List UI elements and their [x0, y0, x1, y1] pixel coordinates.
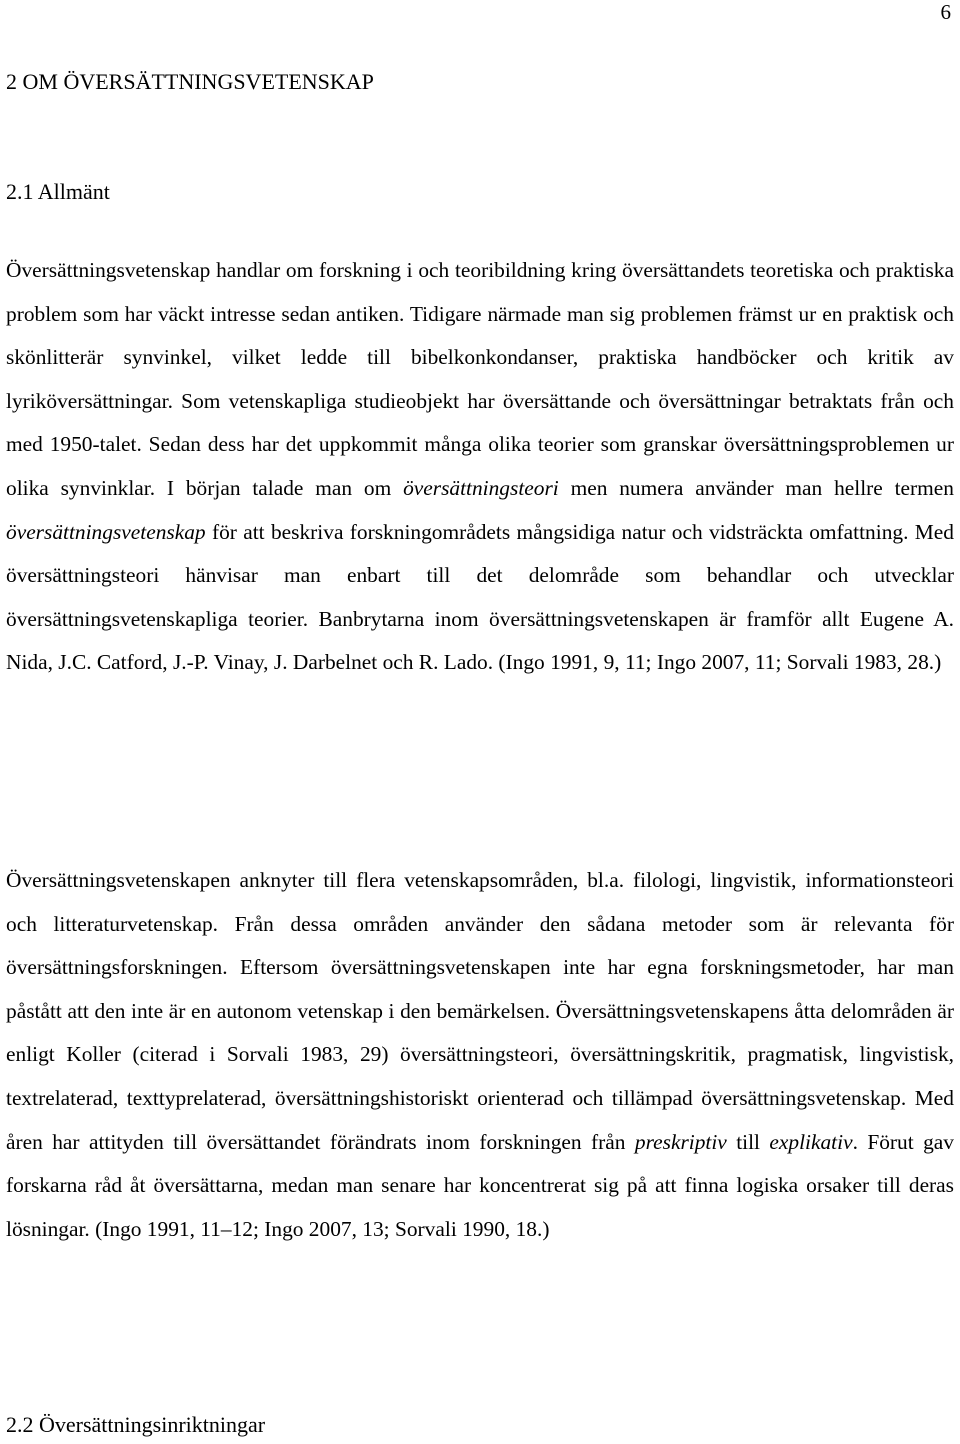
chapter-heading: 2 OM ÖVERSÄTTNINGSVETENSKAP [6, 69, 374, 94]
paragraph-text: till [726, 1129, 770, 1154]
paragraph-text: Översättningsvetenskapen anknyter till flera vetenskapsområden, bl.a. filologi, lingvistik, informationsteori och litteraturvetenskap. Från dessa områden använder den sådana metoder som är relevanta för översättningsforskningen. Eftersom översättningsvetenskapen inte har egna forskningsmetoder, har man påstått att den inte är en autonom vetenskap i den bemärkelsen. Översättningsvetenskapens åtta delområden är enligt Koller (citerad i Sorvali 1983, 29) översättningsteori, översättningskritik, pragmatisk, lingvistisk, textrelaterad, texttyprelaterad, översättningshistoriskt orienterad och tillämpad översättningsvetenskap. Med åren har attityden till översättandet förändrats inom forskningen från [6, 868, 954, 1154]
italic-term: explikativ [769, 1129, 853, 1154]
paragraph-text: men numera använder man hellre termen [558, 475, 954, 500]
italic-term: preskriptiv [634, 1129, 727, 1154]
italic-term: översättningsteori [403, 475, 559, 500]
paragraph-disciplines [6, 859, 954, 1251]
paragraph-text: för att beskriva forskningområdets mångsidiga natur och vidsträckta omfattning. Med översättningsteori hänvisar man enbart till det delområde som behandlar och utvecklar översättningsvetenskapliga teorier. Banbrytarna inom översättningsvetenskapen är framför allt Eugene A. Nida, J.C. Catford, J.-P. Vinay, J. Darbelnet och R. Lado. (Ingo 1991, 9, 11; Ingo 2007, 11; Sorvali 1983, 28.) [6, 519, 954, 675]
paragraph-introduction [6, 249, 954, 685]
section-heading-orientations: 2.2 Översättningsinriktningar [6, 1412, 266, 1437]
section-heading-general: 2.1 Allmänt [6, 179, 110, 204]
page-number: 6 [940, 0, 951, 24]
paragraph-text: Översättningsvetenskap handlar om forskning i och teoribildning kring översättandets teoretiska och praktiska problem som har väckt intresse sedan antiken. Tidigare närmade man sig problemen främst ur en praktisk och skönlitterär synvinkel, vilket ledde till bibelkonkondanser, praktiska handböcker och kritik av lyriköversättningar. Som vetenskapliga studieobjekt har översättande och översättningar betraktats från och med 1950-talet. Sedan dess har det uppkommit många olika teorier som granskar översättningsproblemen ur olika synvinklar. I början talade man om [6, 258, 954, 500]
italic-term: översättningsvetenskap [6, 519, 206, 544]
paragraph-text: . Förut gav forskarna råd åt översättarna, medan man senare har koncentrerat sig på att finna logiska orsaker till deras lösningar. (Ingo 1991, 11–12; Ingo 2007, 13; Sorvali 1990, 18.) [6, 1129, 954, 1241]
